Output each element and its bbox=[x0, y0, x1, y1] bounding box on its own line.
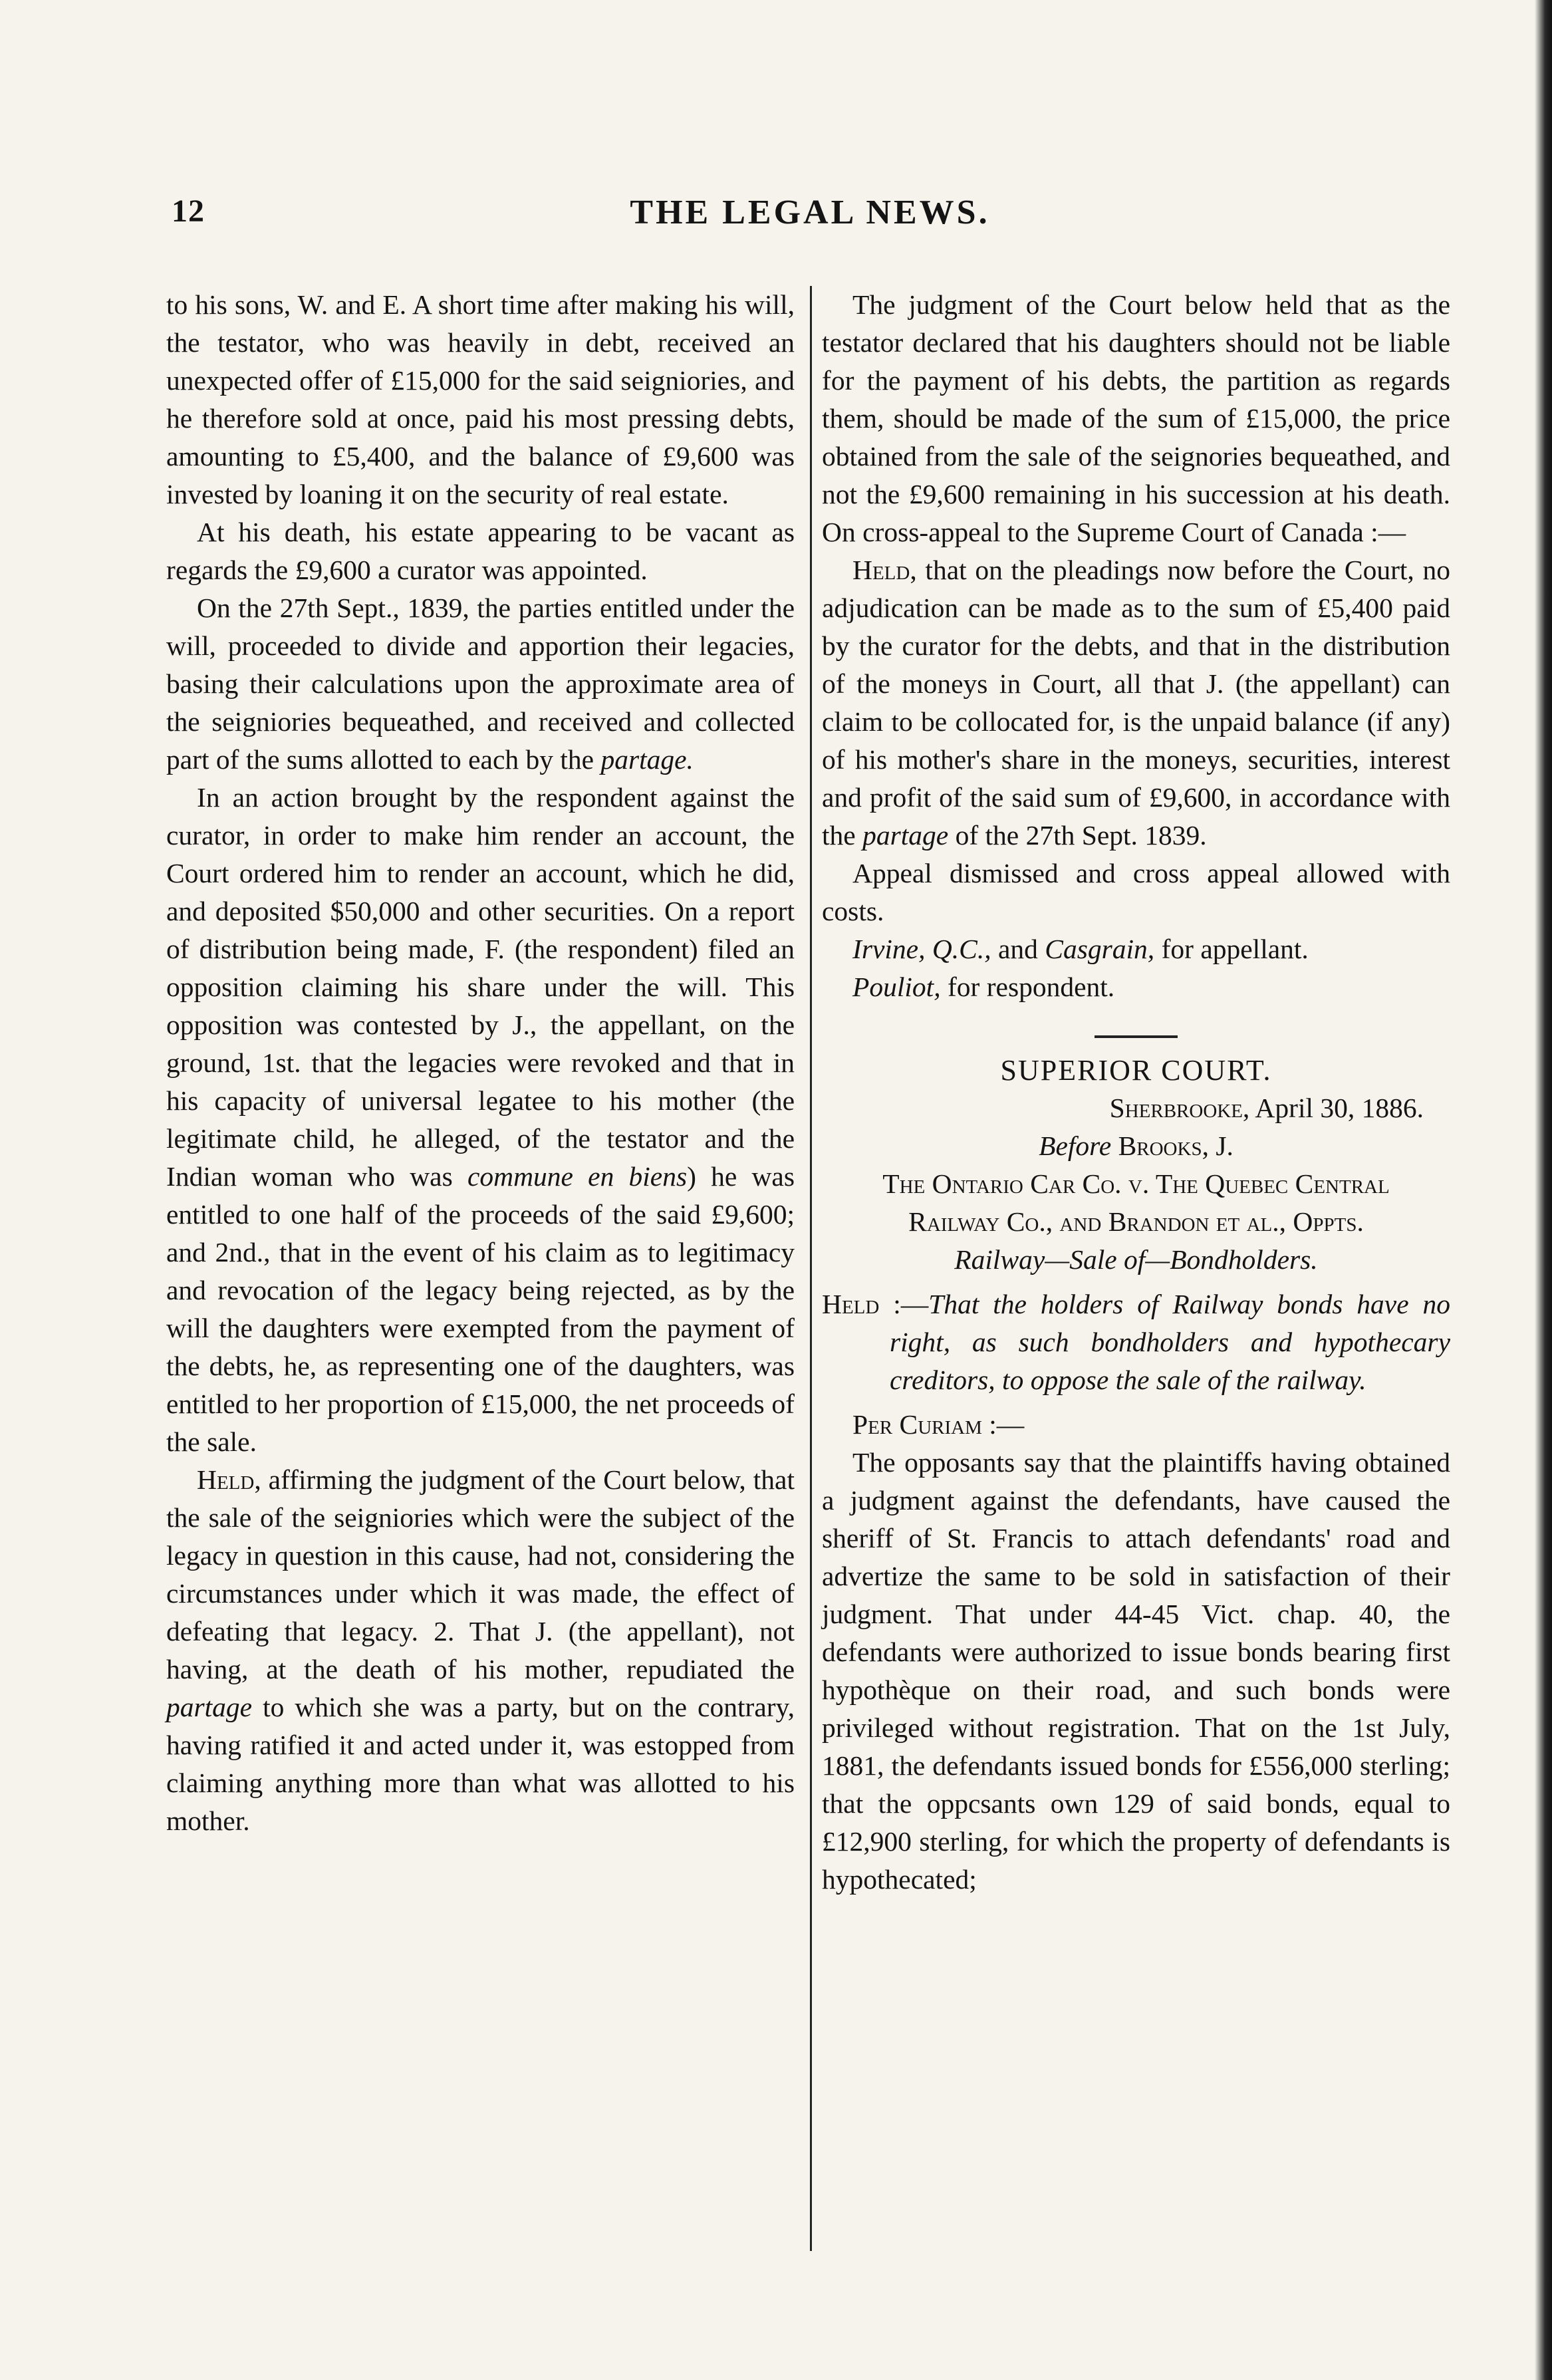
column-divider bbox=[810, 286, 812, 2251]
held-label: Held :— bbox=[822, 1289, 929, 1319]
paragraph-text: that on the pleadings now before the Court, no adjudication can be made as to the sum of £5,400 paid by the curator for the debts, and that in the distribution of the moneys in Court, all that J. (the appellant) can claim to be collocated for, is the unpaid balance (if any) of his mother's share in the moneys, securities, interest and profit of the said sum of £9,600, in accordance with the bbox=[822, 555, 1450, 851]
page-binding-edge bbox=[1535, 0, 1552, 2380]
headnote-text: That the holders of Railway bonds have no right, as such bondholders and hypothecary creditors, to oppose the sale of the railway. bbox=[890, 1289, 1451, 1395]
counsel-line bbox=[822, 930, 1450, 968]
judge-line bbox=[822, 1127, 1450, 1165]
paragraph-text: affirming the judgment of the Court below, that the sale of the seigniories which were the subject of the legacy in question in this cause, had not, considering the circumstances under which it was made, the effect of defeating that legacy. 2. That J. (the appellant), not having, at the death of his mother, repudiated the bbox=[166, 1464, 795, 1684]
case-title-line: Railway Co., and Brandon et al., Oppts. bbox=[908, 1206, 1364, 1237]
subject-text: Railway—Sale of—Bondholders. bbox=[954, 1244, 1318, 1275]
paragraph: The judgment of the Court below held that as the testator declared that his daughters should not be liable for the payment of his debts, the partition as regards them, should be made of the sum of £15,000, the price obtained from the sale of the seignories bequeathed, and not the £9,600 remaining in his succession at his death. On cross-appeal to the Supreme Court of Canada :— bbox=[822, 289, 1450, 547]
place-date bbox=[822, 1089, 1450, 1127]
paragraph-text: of the 27th Sept. 1839. bbox=[948, 820, 1207, 851]
held-label: Held, bbox=[197, 1464, 261, 1495]
holding-paragraph bbox=[166, 1461, 795, 1840]
per-curiam-heading: Per Curiam :— bbox=[852, 1409, 1025, 1440]
page-header bbox=[165, 193, 1455, 239]
paragraph bbox=[166, 589, 795, 779]
paragraph-text: In an action brought by the respondent against the curator, in order to make him render an account, the Court ordered him to render an account, which he did, and deposited $50,000 and other securities. On a report of distribution being made, F. (the respondent) filed an opposition claiming his share under the will. This opposition was contested by J., the appellant, on the ground, 1st. that the legacies were revoked and that in his capacity of universal legatee to his mother (the legitimate child, he alleged, of the testator and the Indian woman who was bbox=[166, 782, 795, 1192]
paragraph-text: to which she was a party, but on the contrary, having ratified it and acted under it, was estopped from claiming anything more than what was allotted to his mother. bbox=[166, 1692, 795, 1836]
paragraph-text: ) he was entitled to one half of the proceeds of the said £9,600; and 2nd., that in the event of his claim as to legitimacy and revocation of the legacy being rejected, as by the will the daughters were exempted from the payment of the debts, he, as representing one of the daughters, was entitled to her proportion of £15,000, the net proceeds of the sale. bbox=[166, 1161, 795, 1457]
italic-term: commune en biens bbox=[467, 1161, 688, 1192]
italic-term: partage. bbox=[600, 744, 694, 775]
paragraph: to his sons, W. and E. A short time after making his will, the testator, who was heavily in debt, received an unexpected offer of £15,000 for the said seigniories, and he therefore sold at once, paid his most pressing debts, amounting to £5,400, and the balance of £9,600 was invested by loaning it on the security of real estate. bbox=[166, 289, 795, 509]
page-title: THE LEGAL NEWS. bbox=[630, 194, 990, 231]
counsel-line bbox=[822, 968, 1450, 1006]
case-subject bbox=[822, 1241, 1450, 1279]
judge-name: Brooks, J. bbox=[1111, 1130, 1233, 1161]
italic-term: partage bbox=[166, 1692, 253, 1722]
paragraph: The opposants say that the plaintiffs having obtained a judgment against the defendants, have caused the sheriff of St. Francis to attach defendants' road and advertize the same to be sold in satisfaction of their judgment. That under 44-45 Vict. chap. 40, the defendants were authorized to issue bonds bearing first hypothèque on their road, and such bonds were privileged without registration. That on the 1st July, 1881, the defendants issued bonds for £556,000 sterling; that the oppcsants own 129 of said bonds, equal to £12,900 sterling, for which the property of defendants is hypothecated; bbox=[822, 1447, 1450, 1895]
place: Sherbrooke, bbox=[1109, 1093, 1250, 1123]
paragraph: Appeal dismissed and cross appeal allowed with costs. bbox=[822, 858, 1450, 926]
headnote bbox=[822, 1285, 1450, 1399]
counsel-name: Pouliot, bbox=[852, 972, 941, 1002]
counsel-text: for respondent. bbox=[940, 972, 1115, 1002]
counsel-name: Irvine, Q.C., bbox=[852, 934, 991, 964]
before-label: Before bbox=[1039, 1130, 1112, 1161]
left-column bbox=[166, 286, 795, 1840]
held-label: Held, bbox=[852, 555, 917, 585]
counsel-text: for appellant. bbox=[1154, 934, 1309, 964]
paragraph-text: On the 27th Sept., 1839, the parties entitled under the will, proceeded to divide and apportion their legacies, basing their calculations upon the approximate area of the seigniories bequeathed, and received and collected part of the sums allotted to each by the bbox=[166, 593, 795, 775]
case-title-line: The Ontario Car Co. v. The Quebec Central bbox=[882, 1168, 1390, 1199]
court-heading: SUPERIOR COURT. bbox=[1000, 1054, 1272, 1087]
counsel-name: Casgrain, bbox=[1045, 934, 1155, 964]
italic-term: partage bbox=[862, 820, 949, 851]
right-column bbox=[822, 286, 1450, 1899]
paragraph: At his death, his estate appearing to be vacant as regards the £9,600 a curator was appointed. bbox=[166, 517, 795, 585]
section-rule bbox=[1095, 1035, 1178, 1038]
holding-paragraph bbox=[822, 551, 1450, 855]
date: April 30, 1886. bbox=[1249, 1093, 1424, 1123]
counsel-text: and bbox=[991, 934, 1045, 964]
paragraph bbox=[166, 779, 795, 1461]
page-number: 12 bbox=[172, 194, 205, 229]
